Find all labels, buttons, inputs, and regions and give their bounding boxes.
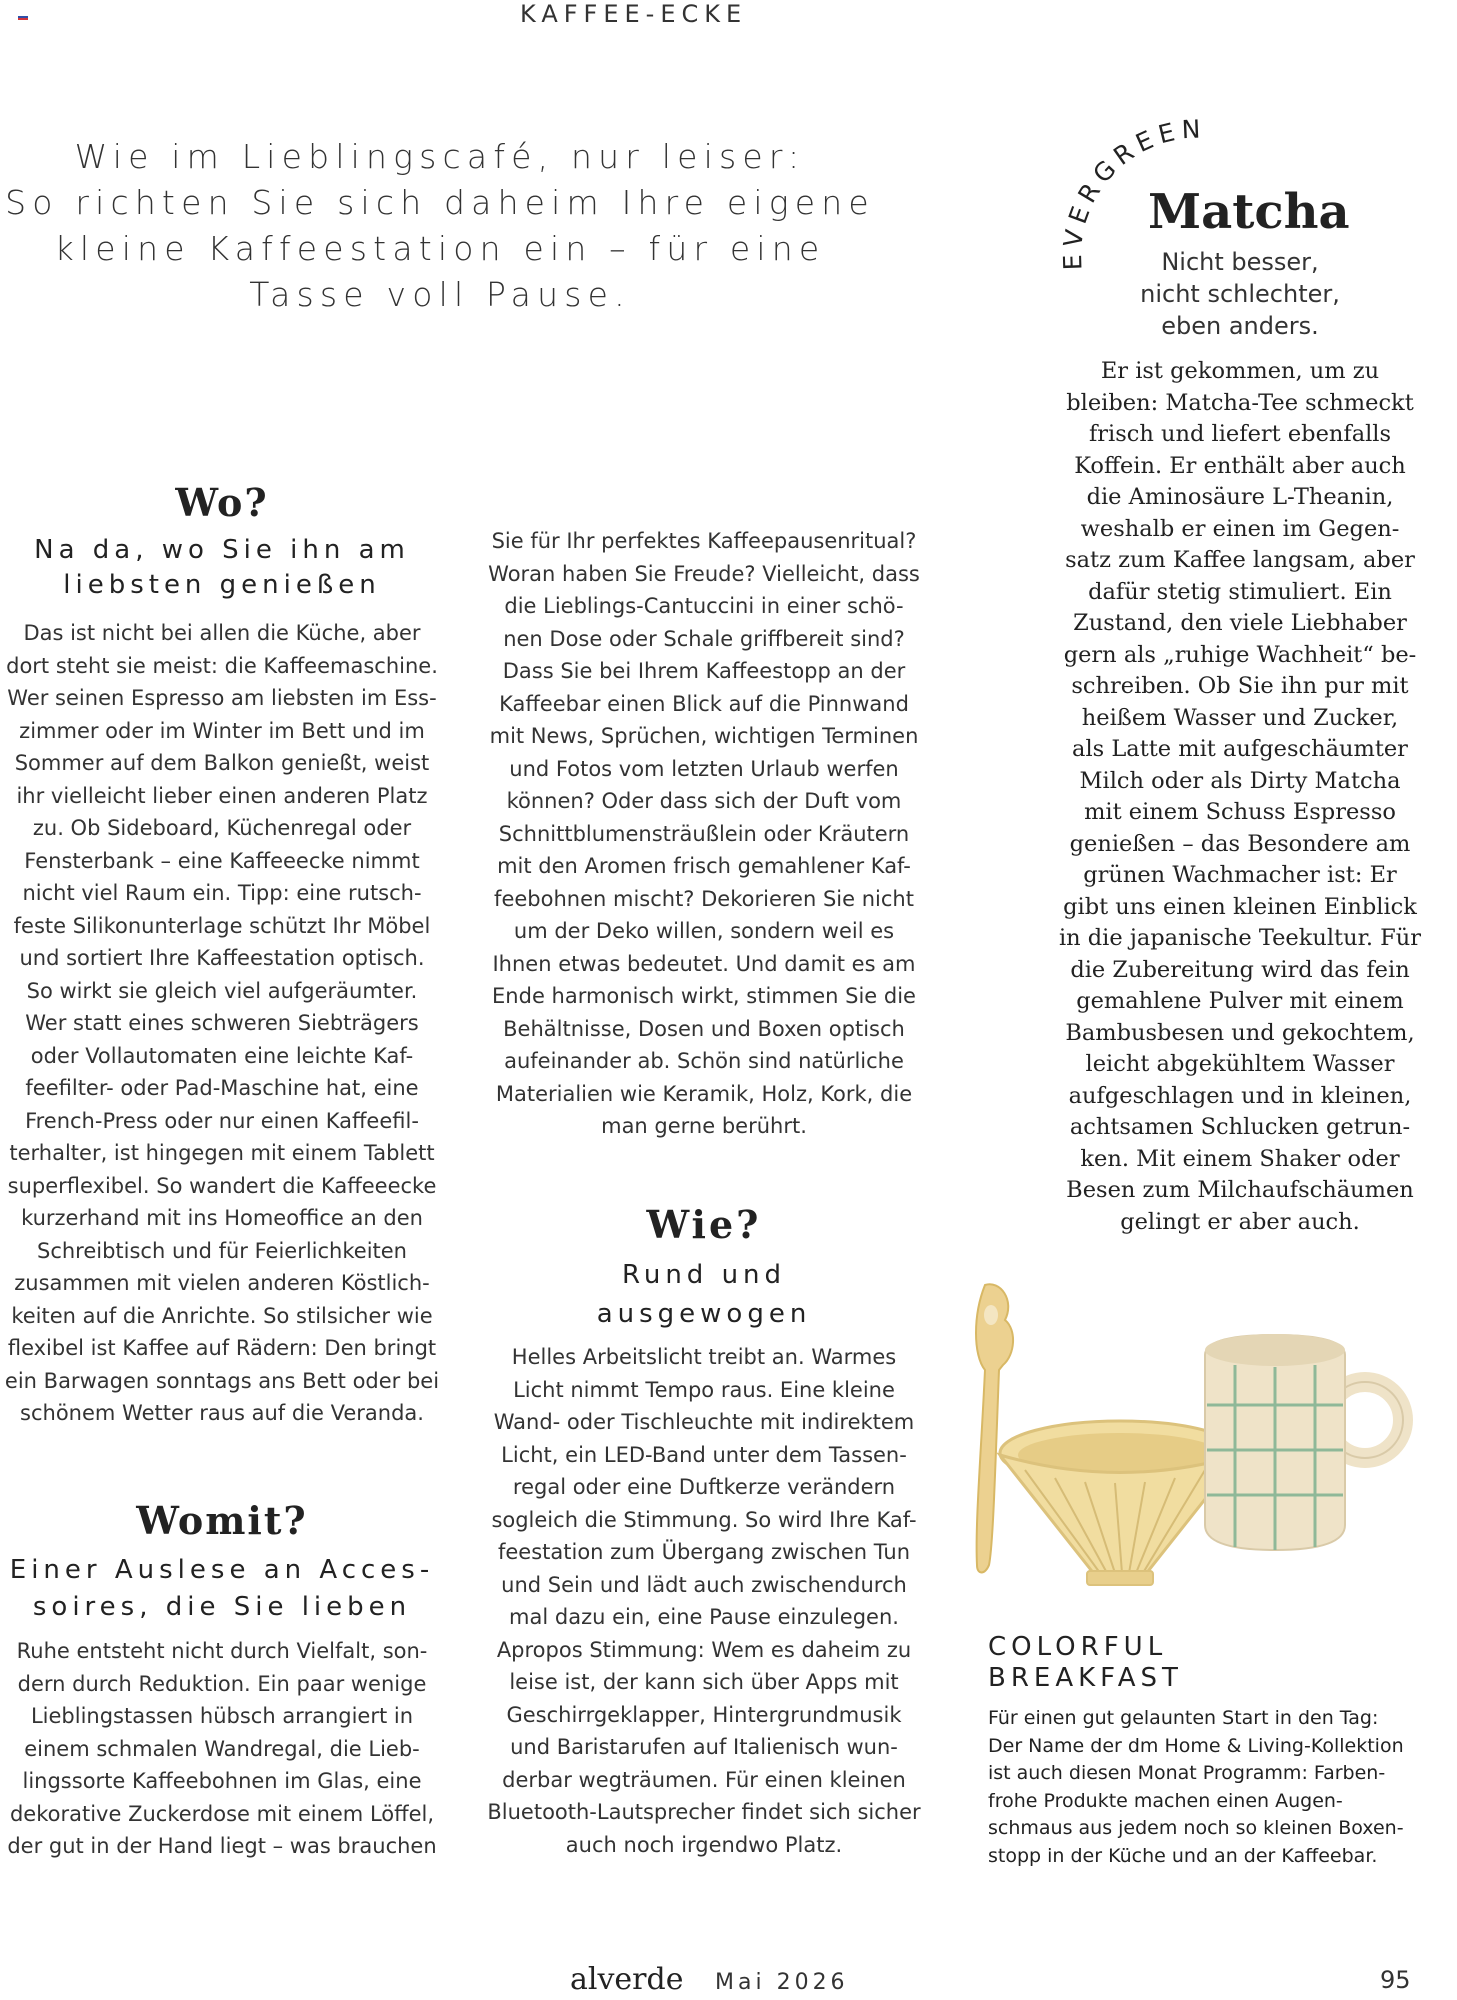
text-line: So wirkt sie gleich viel aufgeräumter. [26,978,418,1003]
text-line: und Baristarufen auf Italienisch wun- [510,1735,898,1759]
text-line: lingssorte Kaffeebohnen im Glas, eine [22,1769,422,1793]
text-line: aufgeschlagen und in kleinen, [1068,1082,1412,1109]
intro-line: Tasse voll Pause. [249,275,631,314]
text-line: Dass Sie bei Ihrem Kaffeestopp an der [502,659,906,683]
corner-color-mark [18,16,28,22]
text-line: Er ist gekommen, um zu [1100,358,1380,384]
text-line: frohe Produkte machen einen Augen- [988,1789,1343,1812]
text-line: leise ist, der kann sich über Apps mit [509,1670,899,1694]
text-line: mit den Aromen frisch gemahlener Kaf- [497,854,911,878]
product-image [955,1275,1425,1610]
text-line: schmaus aus jedem noch so kleinen Boxen- [988,1817,1404,1839]
text-line: schreiben. Ob Sie ihn pur mit [1071,673,1409,699]
text-line: stopp in der Küche und an der Kaffeebar. [988,1844,1378,1867]
page-number: 95 [1380,1966,1411,1994]
text-line: ist auch diesen Monat Programm: Farben- [988,1762,1386,1784]
text-line: Woran haben Sie Freude? Vielleicht, dass [488,561,920,586]
text-line: gibt uns einen kleinen Einblick [1063,893,1417,920]
sidebar-title: Matcha [1148,184,1350,240]
text-line: schönem Wetter raus auf die Veranda. [20,1401,424,1425]
product-title-line: COLORFUL [988,1632,1168,1662]
section-body-wie [480,1341,928,1861]
text-line: können? Oder dass sich der Duft vom [506,789,902,813]
sidebar-subtitle [1100,246,1380,342]
text-line: Zustand, den viele Liebhaber [1073,610,1407,636]
text-line: feste Silikonunterlage schützt Ihr Möbel [13,913,431,938]
text-line: gemahlene Pulver mit einem [1076,988,1404,1014]
text-line: in die japanische Teekultur. Für [1058,925,1422,951]
text-line: mal dazu ein, eine Pause einzulegen. [509,1605,899,1629]
mug-icon [1205,1334,1403,1550]
section-subtitle-womit [0,1552,444,1626]
text-line: feefilter- oder Pad-Maschine hat, eine [25,1076,419,1100]
text-line: um der Deko willen, sondern weil es [513,919,895,943]
text-line: French-Press oder nur einen Kaffeefil- [25,1108,419,1133]
text-line: Ende harmonisch wirkt, stimmen Sie die [492,984,916,1008]
text-line: terhalter, ist hingegen mit einem Tablett [9,1141,435,1165]
product-body [988,1705,1428,1870]
text-line: dafür stetig stimuliert. Ein [1088,578,1392,605]
text-line: zimmer oder im Winter im Bett und im [19,718,425,743]
issue-date: Mai 2026 [715,1970,849,1995]
text-line: Wand- oder Tischleuchte mit indirektem [493,1410,915,1434]
text-line: die Zubereitung wird das fein [1070,956,1410,983]
text-line: feebohnen mischt? Dekorieren Sie nicht [494,886,914,911]
text-line: Schnittblumensträußlein oder Kräutern [498,821,910,846]
text-line: derbar wegträumen. Für einen kleinen [502,1767,906,1792]
section-body-wo [0,617,444,1430]
section-title-wo: Wo? [175,480,269,525]
text-line: ihr vielleicht lieber einen anderen Platz [16,783,428,808]
text-line: Besen zum Milchaufschäumen [1066,1177,1414,1203]
text-line: die Aminosäure L-Theanin, [1086,484,1394,510]
text-line: mit News, Sprüchen, wichtigen Terminen [489,724,919,748]
text-line: Milch oder als Dirty Matcha [1079,767,1401,794]
column2-body [480,525,928,1143]
text-line: gern als „ruhige Wachheit“ be- [1063,641,1417,668]
subtitle-line: eben anders. [1161,312,1319,340]
text-line: bleiben: Matcha-Tee schmeckt [1066,389,1414,416]
text-line: Bluetooth-Lautsprecher findet sich sicher [487,1800,921,1824]
text-line: Lieblingstassen hübsch arrangiert in [30,1704,414,1728]
text-line: satz zum Kaffee langsam, aber [1065,547,1415,573]
subtitle-line: liebsten genießen [63,570,381,600]
intro-line: kleine Kaffeestation ein – für eine [54,229,826,268]
text-line: Ruhe entsteht nicht durch Vielfalt, son- [16,1639,428,1663]
subtitle-line: ausgewogen [596,1299,812,1329]
text-line: keiten auf die Anrichte. So stilsicher wie [11,1303,433,1328]
text-line: einem schmalen Wandregal, die Lieb- [24,1736,420,1761]
text-line: als Latte mit aufgeschäumter [1072,736,1408,762]
text-line: grünen Wachmacher ist: Er [1083,862,1397,888]
text-line: Geschirrgeklapper, Hintergrundmusik [506,1702,902,1727]
section-title-wie: Wie? [646,1202,762,1247]
evergreen-badge-text: EVERGREEN [1057,114,1207,271]
text-line: Materialien wie Keramik, Holz, Kork, die [495,1081,913,1106]
text-line: Fensterbank – eine Kaffeeecke nimmt [24,848,420,873]
text-line: nicht viel Raum ein. Tipp: eine rutsch- [22,881,422,905]
text-line: Ihnen etwas bedeutet. Und damit es am [492,951,916,976]
text-line: Licht, ein LED-Band unter dem Tassen- [501,1442,907,1467]
intro-line: Wie im Lieblingscafé, nur leiser: [74,137,806,176]
text-line: flexibel ist Kaffee auf Rädern: Den bringt [7,1336,437,1360]
section-title-womit: Womit? [136,1498,308,1543]
sidebar-body [1055,356,1425,1238]
text-line: dort steht sie meist: die Kaffeemaschine. [6,653,438,678]
text-line: mit einem Schuss Espresso [1084,799,1396,825]
text-line: auch noch irgendwo Platz. [565,1832,843,1857]
text-line: Helles Arbeitslicht treibt an. Warmes [511,1345,897,1369]
text-line: Koffein. Er enthält aber auch [1074,452,1406,479]
section-subtitle-wie [480,1256,928,1334]
text-line: kurzerhand mit ins Homeoffice an den [21,1206,423,1230]
subtitle-line: nicht schlechter, [1140,280,1340,308]
text-line: nen Dose oder Schale griffbereit sind? [503,626,905,651]
text-line: die Lieblings-Cantuccini in einer schö- [504,594,904,618]
running-head: KAFFEE-ECKE [520,0,748,28]
text-line: Schreibtisch und für Feierlichkeiten [36,1238,407,1263]
subtitle-line: Nicht besser, [1161,248,1319,276]
text-line: man gerne berührt. [601,1114,807,1138]
text-line: Für einen gut gelaunten Start in den Tag: [988,1707,1379,1729]
text-line: feestation zum Übergang zwischen Tun [497,1540,911,1564]
product-title-line: BREAKFAST [988,1663,1183,1693]
text-line: gelingt er aber auch. [1120,1208,1360,1235]
spoon-icon [976,1284,1013,1572]
text-line: heißem Wasser und Zucker, [1081,704,1399,731]
text-line: dekorative Zuckerdose mit einem Löffel, [9,1801,435,1826]
text-line: Wer seinen Espresso am liebsten im Ess- [7,686,437,710]
text-line: achtsamen Schlucken getrun- [1069,1114,1411,1140]
text-line: leicht abgekühltem Wasser [1085,1051,1395,1077]
text-line: aufeinander ab. Schön sind natürliche [504,1049,904,1073]
text-line: zu. Ob Sideboard, Küchenregal oder [32,816,412,840]
text-line: Behältnisse, Dosen und Boxen optisch [503,1016,905,1041]
text-line: superflexibel. So wandert die Kaffeeecke [7,1173,437,1198]
text-line: und Sein und lädt auch zwischendurch [501,1572,907,1597]
text-line: Wer statt eines schweren Siebträgers [25,1011,419,1035]
text-line: zusammen mit vielen anderen Köstlich- [14,1271,430,1295]
section-subtitle-wo [0,533,444,603]
text-line: frisch und liefert ebenfalls [1088,421,1392,447]
text-line: und Fotos vom letzten Urlaub werfen [509,756,899,781]
magazine-logo: alverde [570,1962,684,1997]
text-line: Licht nimmt Tempo raus. Eine kleine [513,1377,895,1402]
text-line: genießen – das Besondere am [1069,830,1411,857]
text-line: Sommer auf dem Balkon genießt, weist [14,751,430,775]
text-line: sogleich die Stimmung. So wird Ihre Kaf- [491,1507,917,1532]
text-line: weshalb er einen im Gegen- [1080,515,1400,542]
text-line: Der Name der dm Home & Living-Kollektion [988,1734,1404,1757]
subtitle-line: Einer Auslese an Acces- [9,1555,435,1585]
text-line: Sie für Ihr perfektes Kaffeepausenritual? [491,529,917,553]
text-line: oder Vollautomaten eine leichte Kaf- [30,1043,414,1068]
subtitle-line: soires, die Sie lieben [32,1592,412,1622]
text-line: Apropos Stimmung: Wem es daheim zu [496,1637,912,1662]
subtitle-line: Rund und [621,1260,787,1290]
text-line: dern durch Reduktion. Ein paar wenige [17,1671,427,1696]
text-line: regal oder eine Duftkerze verändern [512,1475,896,1499]
product-title [988,1632,1428,1694]
text-line: ein Barwagen sonntags ans Bett oder bei [4,1368,440,1393]
intro-lead [0,134,880,318]
text-line: Das ist nicht bei allen die Küche, aber [23,621,421,645]
text-line: Kaffeebar einen Blick auf die Pinnwand [499,691,909,716]
section-body-womit [0,1635,444,1863]
text-line: ken. Mit einem Shaker oder [1080,1145,1400,1172]
text-line: der gut in der Hand liegt – was brauchen [7,1834,437,1858]
text-line: und sortiert Ihre Kaffeestation optisch. [19,946,425,970]
intro-line: So richten Sie sich daheim Ihre eigene [5,183,875,222]
text-line: Bambusbesen und gekochtem, [1065,1019,1415,1046]
subtitle-line: Na da, wo Sie ihn am [34,535,410,565]
